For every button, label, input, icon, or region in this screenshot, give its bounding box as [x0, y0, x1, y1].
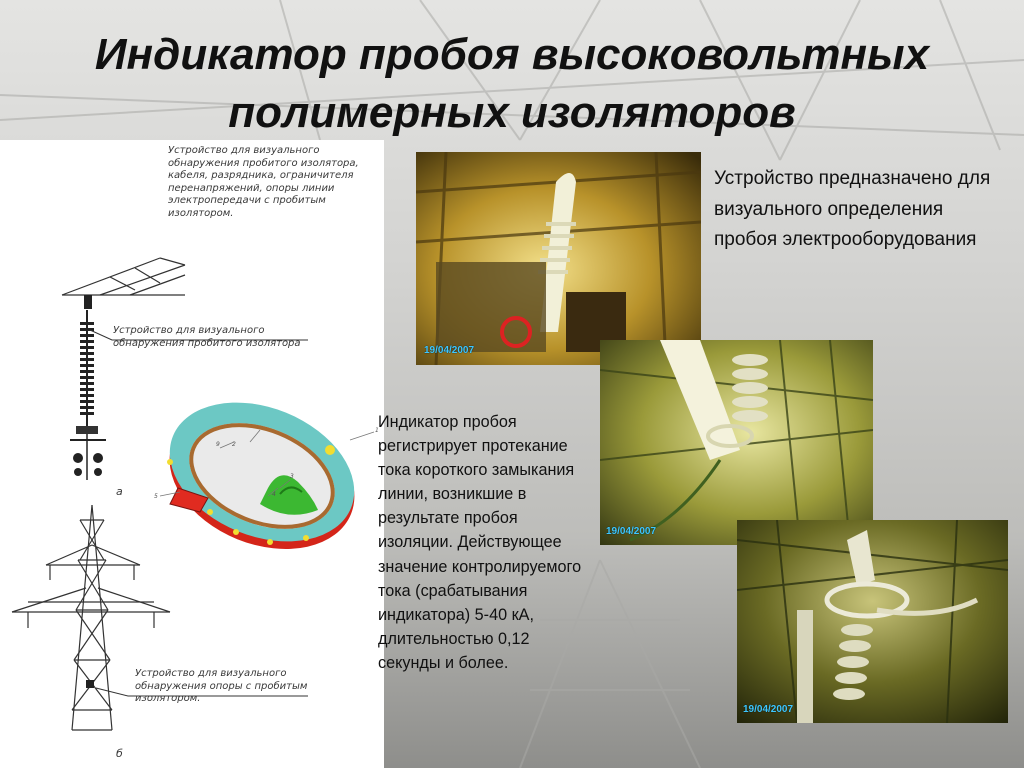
label-b: б	[116, 747, 123, 760]
caption-insulator: Устройство для визуального обнаружения пробитого изолятора	[113, 325, 301, 349]
ring-callout-5: 5	[154, 493, 158, 500]
photo-substation-1	[416, 152, 701, 365]
photo-substation-3	[737, 520, 1008, 723]
caption-tower: Устройство для визуального обнаружения опоры с пробитым изолятором.	[135, 668, 308, 705]
ring-callout-1: 1	[375, 427, 379, 434]
slide-title-line2: полимерных изоляторов	[228, 88, 796, 137]
ring-callout-3: 3	[290, 473, 294, 480]
device-purpose-text: Устройство предназначено для визуального определения пробоя электрооборудования	[714, 168, 991, 250]
label-a: а	[116, 485, 123, 498]
photo-2-date-stamp: 19/04/2007	[606, 526, 657, 537]
photo-substation-2	[600, 340, 873, 545]
ring-indicator-illustration	[150, 392, 382, 560]
caption-top: Устройство для визуального обнаружения пробитого изолятора, кабеля, разрядника, ограничителя перенапряжений, опоры линии электропередачи с пробитым изолятором.	[168, 145, 359, 219]
photo-3-date-stamp: 19/04/2007	[743, 704, 794, 715]
photo-1-date-stamp: 19/04/2007	[424, 345, 475, 356]
ring-callout-9: 9	[216, 441, 220, 448]
indicator-description-text: Индикатор пробоя регистрирует протекание тока короткого замыкания линии, возникшие в результате пробоя изоляции. Действующее значение контролируемого тока (срабатывания индикатора) 5-40 кА, длительностью 0,12 секунды и более.	[378, 413, 582, 672]
slide-title-line1: Индикатор пробоя высоковольтных	[94, 30, 930, 79]
ring-callout-2: 2	[232, 441, 236, 448]
slide-title	[0, 26, 1024, 142]
ring-callout-4: 4	[272, 491, 276, 498]
